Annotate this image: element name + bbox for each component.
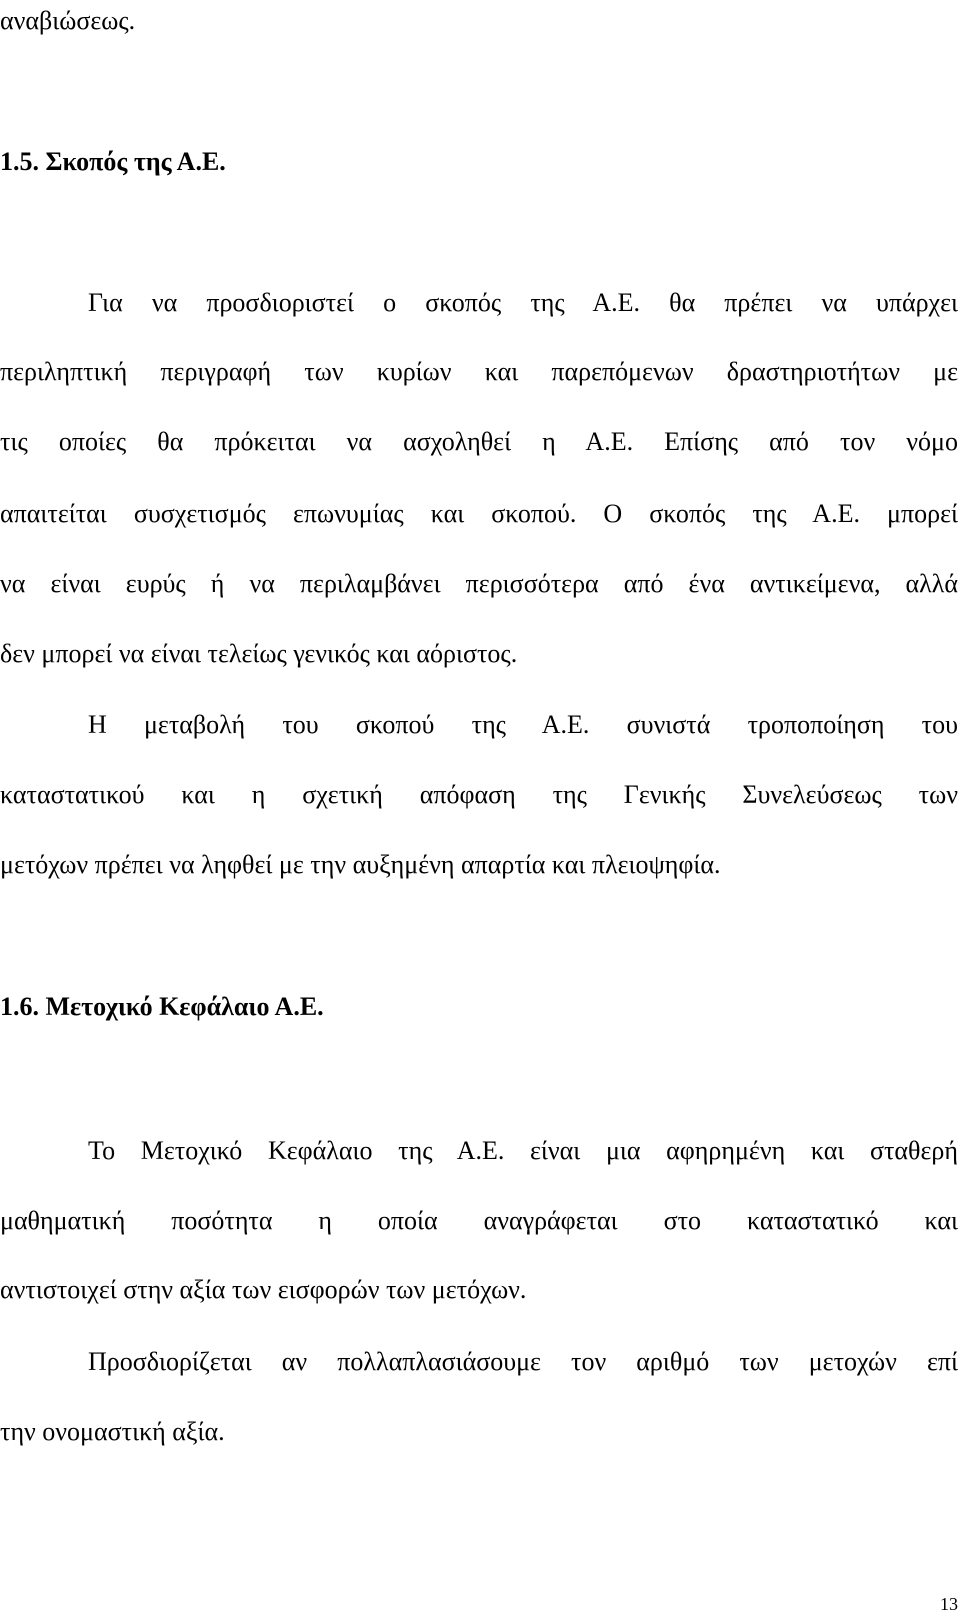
text-line: να είναι ευρύς ή να περιλαμβάνει περισσότερα από ένα αντικείμενα, αλλά	[0, 569, 958, 598]
text-line: Για να προσδιοριστεί ο σκοπός της Α.Ε. θα πρέπει να υπάρχει	[88, 288, 958, 317]
text-line: την ονομαστική αξία.	[0, 1417, 225, 1446]
text-line: τις οποίες θα πρόκειται να ασχοληθεί η Α.Ε. Επίσης από τον νόμο	[0, 427, 958, 456]
text-line: Προσδιορίζεται αν πολλαπλασιάσουμε τον αριθμό των μετοχών επί	[88, 1347, 958, 1376]
text-line: απαιτείται συσχετισμός επωνυμίας και σκοπού. Ο σκοπός της Α.Ε. μπορεί	[0, 499, 958, 528]
text-line: αναβιώσεως.	[0, 6, 136, 35]
text-line: Το Μετοχικό Κεφάλαιο της Α.Ε. είναι μια αφηρημένη και σταθερή	[88, 1136, 958, 1165]
section-heading: 1.6. Μετοχικό Κεφάλαιο Α.Ε.	[0, 992, 324, 1021]
text-line: μετόχων πρέπει να ληφθεί με την αυξημένη απαρτία και πλειοψηφία.	[0, 850, 721, 879]
text-line: καταστατικού και η σχετική απόφαση της Γενικής Συνελεύσεως των	[0, 780, 958, 809]
text-line: Η μεταβολή του σκοπού της Α.Ε. συνιστά τροποποίηση του	[88, 710, 958, 739]
text-line: αντιστοιχεί στην αξία των εισφορών των μετόχων.	[0, 1275, 527, 1304]
text-line: δεν μπορεί να είναι τελείως γενικός και αόριστος.	[0, 639, 518, 668]
page-number: 13	[940, 1594, 958, 1614]
section-heading: 1.5. Σκοπός της Α.Ε.	[0, 147, 226, 176]
text-line: περιληπτική περιγραφή των κυρίων και παρεπόμενων δραστηριοτήτων με	[0, 357, 958, 386]
text-line: μαθηματική ποσότητα η οποία αναγράφεται στο καταστατικό και	[0, 1206, 958, 1235]
